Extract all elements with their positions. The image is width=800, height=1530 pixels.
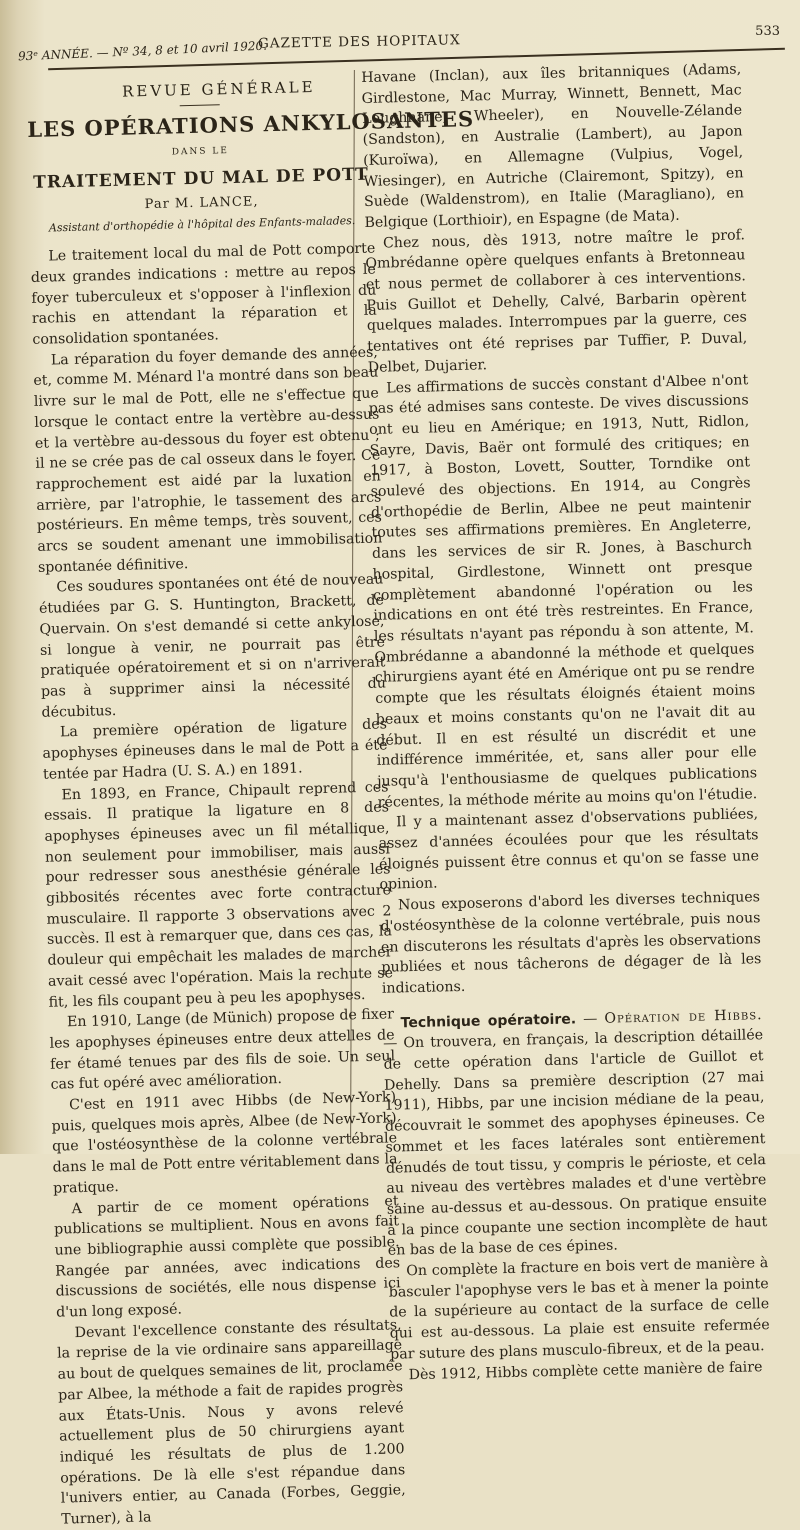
paragraph: On complète la fracture en bois vert de manière à basculer l'apophyse vers le bas et à mener la pointe de la supérieure au contact de la surface de celle qui est au-dessous. La plaie est ensuite refermée par suture des plans musculo-fibreux, et de la peau. bbox=[388, 1255, 770, 1363]
heading-dash: — bbox=[575, 1010, 605, 1028]
page-number: 533 bbox=[755, 24, 780, 39]
paragraph: La première opération de ligature des apophyses épineuses dans le mal de Pott a été tentée par Hadra (U. S. A.) en 1891. bbox=[42, 716, 388, 783]
paragraph: En 1893, en France, Chipault reprend ces essais. Il pratique la ligature en 8 des apophyses épineuses avec un fil métallique, non seulement pour immobiliser, mais aussi pour redresser sous anesthésie générale les gibbosités récentes avec forte contracture musculaire. Il rapporte 3 observations avec 2 succès. Il est à remarquer que, dans ces cas, la douleur qui empêchait les malades de marcher avait cessé avec l'opération. Mais la rechute se fit, les fils coupant peu à peu les apophyses. bbox=[43, 778, 394, 1011]
title-joiner: DANS LE bbox=[171, 146, 230, 158]
paragraph: A partir de ce moment opérations et publications se multiplient. Nous en avons fait une bibliographie aussi complète que possible. Rangée par années, avec indications des discussions de sociétés, elle nous dispense ici d'un long exposé. bbox=[53, 1192, 401, 1321]
page-header bbox=[17, 22, 780, 64]
paragraph: Dès 1912, Hibbs complète cette manière de faire bbox=[408, 1358, 763, 1383]
paragraph: En 1910, Lange (de Münich) propose de fixer les apophyses épineuses entre deux attelles de fer étamé tenues par des fils de soie. Un seul cas fut opéré avec amélioration. bbox=[49, 1006, 396, 1094]
paragraph: Nous exposerons d'abord les diverses techniques d'ostéosynthèse de la colonne vertébrale, puis nous en discuterons les résultats d'après les observations publiées et nous tâcherons de dégager de là les indications. bbox=[380, 889, 762, 997]
technique-subheading: Opération de Hibbs. bbox=[604, 1006, 763, 1027]
author: Par M. LANCE, bbox=[144, 194, 259, 212]
section-label: REVUE GÉNÉRALE bbox=[121, 77, 316, 101]
paragraph: Les affirmations de succès constant d'Albee n'ont pas été admises sans conteste. De vives discussions ont eu lieu en Amérique; en 1913, Nutt, Ridlon, Sayre, Davis, Baër ont formulé des critiques; en 1917, à Boston, Lovett, Soutter, Torndike ont soulevé des objections. En 1914, au Congrès d'orthopédie de Berlin, Albee ne peut maintenir toutes ses affirmations premières. En Angleterre, dans les services de sir R. Jones, à Baschurch hospital, Girdlestone, Winnett ont presque complètement abandonné l'opération ou les indications en ont été très restreintes. En France, les résultats n'ayant pas répondu à son attente, M. Ombrédanne a abandonné la méthode et quelques chirurgiens ayant été en Amérique ont pu se rendre compte que les résultats éloignés étaient moins beaux et moins constants qu'on ne l'avait dit au début. Il en est résulté un discrédit et une indifférence imméritée, et, sans aller pour elle jusqu'à l'enthousiasme de quelques publications récentes, la méthode mérite au moins qu'on l'étudie. bbox=[368, 371, 758, 811]
journal-title: GAZETTE DES HOPITAUX bbox=[257, 32, 461, 52]
paragraph: La réparation du foyer demande des années, et, comme M. Ménard l'a montré dans son beau livre sur le mal de Pott, elle ne s'effectue que lorsque le contact entre la vertèbre au-dessus et la vertèbre au-dessous du foyer est obtenu ; il ne se crée pas de cal osseux dans le foyer. Ce rapprochement est aidé par la luxation en arrière, par l'atrophie, le tassement des arcs postérieurs. En même temps, très souvent, ces arcs se soudent amenant une immobilisation spontanée définitive. bbox=[33, 344, 383, 576]
paragraph: C'est en 1911 avec Hibbs (de New-York) puis, quelques mois après, Albee (de New-York) que l'ostéosynthèse de la colonne vertébrale dans le mal de Pott entre véritablement dans la pratique. bbox=[51, 1089, 398, 1197]
article-subtitle: TRAITEMENT DU MAL DE POTT bbox=[32, 164, 370, 193]
paragraph: Il y a maintenant assez d'observations publiées, assez d'années écoulées pour que les résultats éloignés puissent être connus et qu'on se fasse une opinion. bbox=[378, 806, 760, 894]
paragraph: Le traitement local du mal de Pott comporte deux grandes indications : mettre au repos le foyer tuberculeux et s'opposer à l'inflexion du rachis en attendant la réparation et la consolidation spontanées. bbox=[30, 240, 377, 348]
author-affiliation: Assistant d'orthopédie à l'hôpital des Enfants-malades. bbox=[48, 213, 356, 234]
title-rule bbox=[179, 104, 219, 106]
paragraph: Devant l'excellence constante des résultats, la reprise de la vie ordinaire sans appareillage au bout de quelques semaines de lit, proclamée par Albee, la méthode a fait de rapides progrès aux États-Unis. Nous y avons relevé actuellement plus de 50 chirurgiens ayant indiqué les résultats de plus de 1.200 opérations. De là elle s'est répandue dans l'univers entier, au Canada (Forbes, Geggie, Turner), à la bbox=[56, 1316, 406, 1528]
issue-info: 93ᵉ ANNÉE. — Nº 34, 8 et 10 avril 1920. bbox=[17, 38, 268, 64]
paragraph: Chez nous, dès 1913, notre maître le prof. Ombrédanne opère quelques enfants à Bretonneau et nous permet de collaborer à ces interventions. Puis Guillot et Dehelly, Calvé, Barbarin opèrent quelques malades. Interrompues par la guerre, ces tentatives ont été reprises par Tuffier, P. Duval, Delbet, Dujarier. bbox=[365, 226, 748, 376]
right-column bbox=[361, 59, 771, 1386]
left-column bbox=[26, 70, 475, 1530]
technique-paragraph bbox=[382, 1005, 768, 1262]
technique-text: — On trouvera, en français, la description détaillée de cette opération dans l'article de Guillot et Dehelly. Dans sa première description (27 mai 1911), Hibbs, par une incision médiane de la peau, découvrait le sommet des apophyses épineuses. Ce sommet et les faces latérales sont entièrement dénudés de tout tissu, y compris le périoste, et cela au niveau des vertèbres malades et d'une vertèbre saine au-dessus et au-dessous. On pratique ensuite à la pince coupante une section incomplète de haut en bas de la base de ces épines. bbox=[382, 1027, 768, 1260]
paragraph: Havane (Inclan), aux îles britanniques (Adams, Girdlestone, Mac Murray, Winnett, Bennett, Mac Loughnane, Wheeler), en Nouvelle-Zélande (Sandston), en Australie (Lambert), au Japon (Kuroïwa), en Allemagne (Vulpius, Vogel, Wiesinger), en Autriche (Clairemont, Spitzy), en Suède (Waldenstrom), en Italie (Maragliano), en Belgique (Lorthioir), en Espagne (de Mata). bbox=[361, 61, 745, 231]
article-title: LES OPÉRATIONS ANKYLOSANTES bbox=[26, 105, 475, 142]
paragraph: Ces soudures spontanées ont été de nouveau étudiées par G. S. Huntington, Brackett, de Quervain. On s'est demandé si cette ankylose, si longue à venir, ne pourrait pas être pratiquée opératoirement et si on n'arriverait pas à supprimer ainsi la nécessité du décubitus. bbox=[38, 571, 387, 721]
technique-heading: Technique opératoire. bbox=[400, 1011, 577, 1031]
